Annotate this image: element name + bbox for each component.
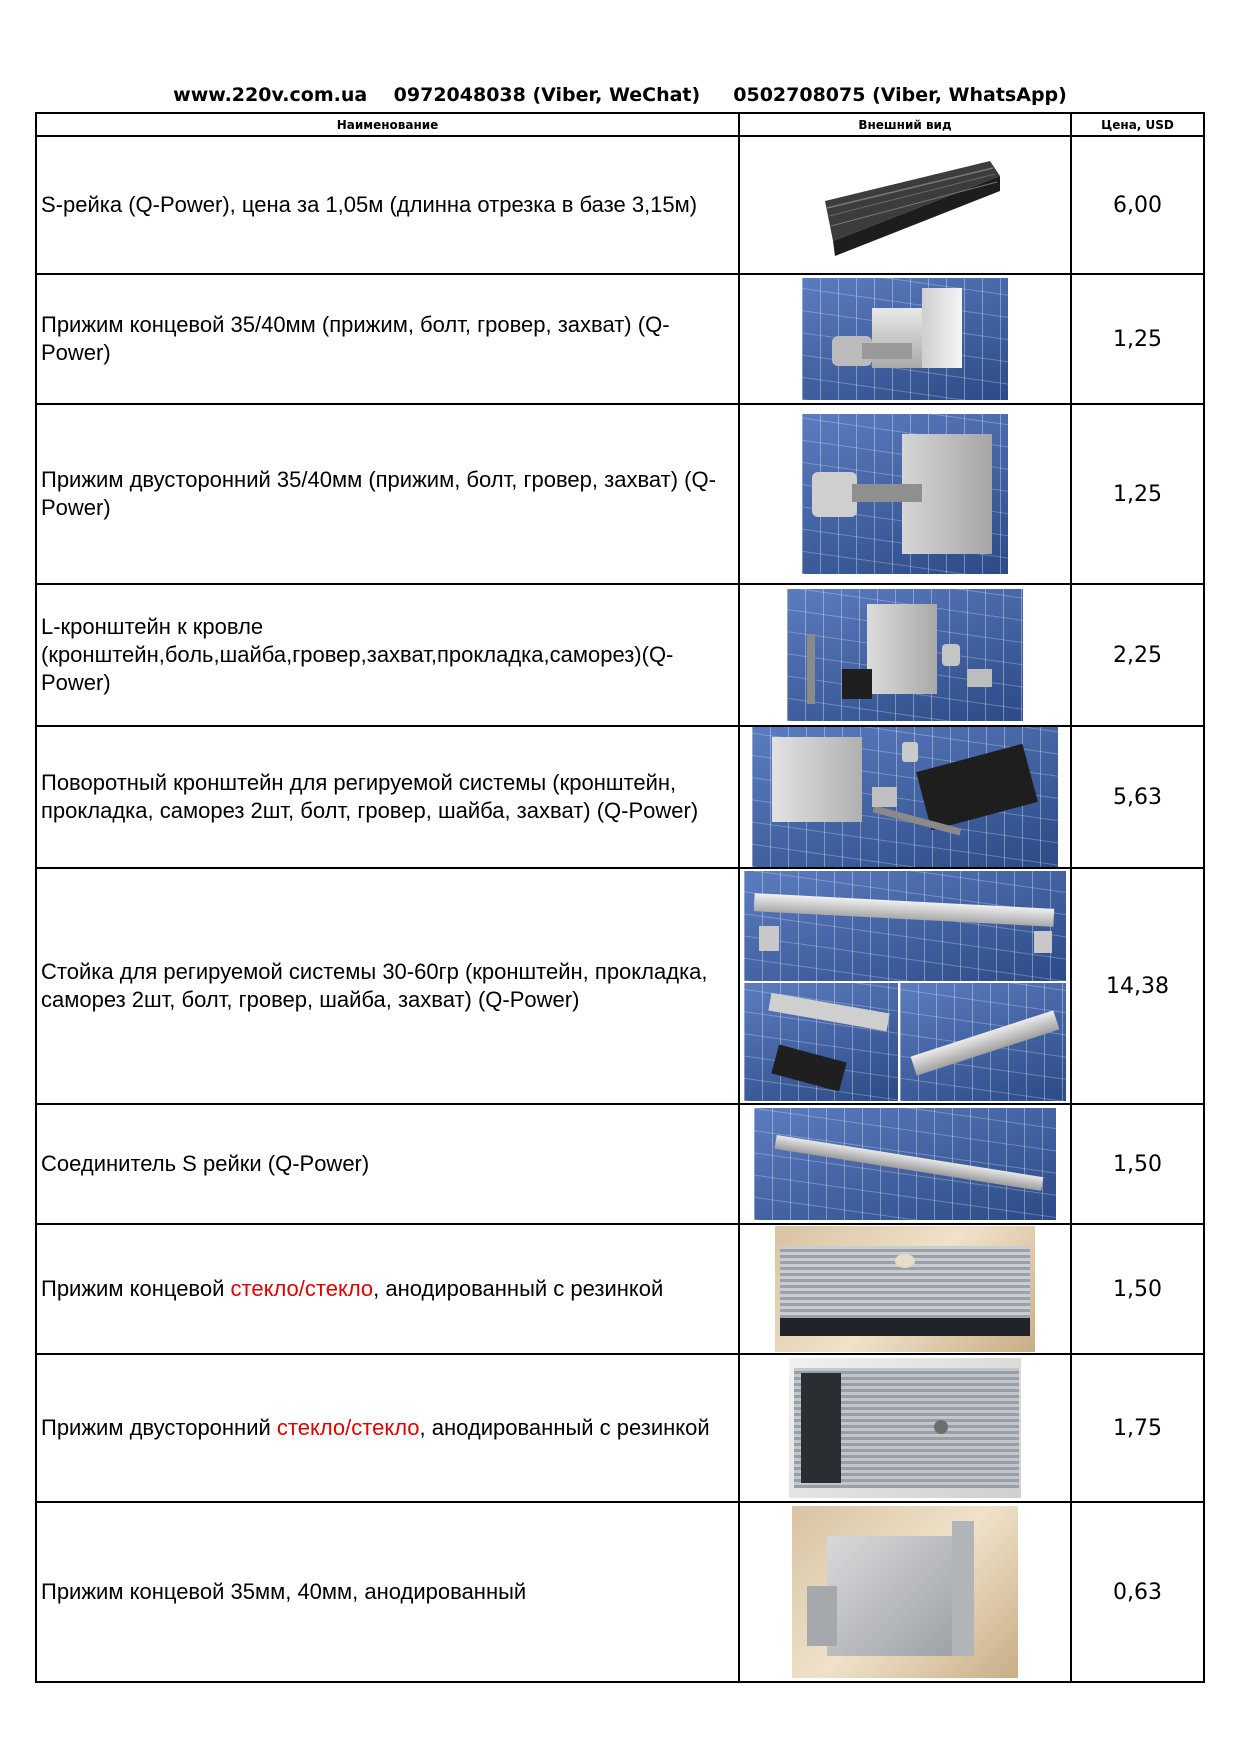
product-price: 1,25 — [1071, 274, 1204, 404]
mid-clamp-photo — [802, 414, 1008, 574]
table-row — [36, 584, 1204, 726]
product-name: Поворотный кронштейн для регируемой системы (кронштейн, прокладка, саморез 2шт, болт, гровер, шайба, захват) (Q-Power) — [36, 726, 739, 868]
product-name: Прижим двусторонний стекло/стекло, анодированный с резинкой — [36, 1354, 739, 1502]
table-row — [36, 404, 1204, 584]
price-table — [35, 112, 1205, 1683]
product-name: Прижим концевой 35мм, 40мм, анодированный — [36, 1502, 739, 1682]
product-name: L-кронштейн к кровле (кронштейн,боль,шайба,гровер,захват,прокладка,саморез)(Q-Power) — [36, 584, 739, 726]
glass-mid-clamp-photo — [789, 1358, 1021, 1498]
product-name: Прижим двусторонний 35/40мм (прижим, болт, гровер, захват) (Q-Power) — [36, 404, 739, 584]
product-price: 1,50 — [1071, 1224, 1204, 1354]
end-clamp-photo — [802, 278, 1008, 400]
product-price: 0,63 — [1071, 1502, 1204, 1682]
adjustable-leg-photo — [744, 871, 1066, 1101]
product-name: Соединитель S рейки (Q-Power) — [36, 1104, 739, 1224]
swivel-bracket-photo — [752, 727, 1058, 867]
product-price: 6,00 — [1071, 136, 1204, 274]
column-header-price: Цена, USD — [1071, 113, 1204, 136]
table-row — [36, 1354, 1204, 1502]
table-row — [36, 274, 1204, 404]
table-row — [36, 726, 1204, 868]
phone-2: 0502708075 (Viber, WhatsApp) — [733, 84, 1067, 106]
table-row — [36, 868, 1204, 1104]
product-name: Прижим концевой стекло/стекло, анодированный с резинкой — [36, 1224, 739, 1354]
product-price: 2,25 — [1071, 584, 1204, 726]
product-name: Прижим концевой 35/40мм (прижим, болт, гровер, захват) (Q-Power) — [36, 274, 739, 404]
product-price: 1,50 — [1071, 1104, 1204, 1224]
site-link[interactable]: www.220v.com.ua — [173, 84, 368, 106]
phone-1: 0972048038 (Viber, WeChat) — [393, 84, 701, 106]
highlight-text: стекло/стекло — [230, 1276, 374, 1301]
table-row — [36, 1224, 1204, 1354]
product-name: S-рейка (Q-Power), цена за 1,05м (длинна отрезка в базе 3,15м) — [36, 136, 739, 274]
product-price: 14,38 — [1071, 868, 1204, 1104]
contact-header — [0, 84, 1240, 106]
table-row — [36, 136, 1204, 274]
table-row — [36, 1502, 1204, 1682]
s-rail-photo — [805, 146, 1005, 264]
rail-connector-photo — [754, 1108, 1056, 1220]
anodized-end-clamp-photo — [792, 1506, 1018, 1678]
l-bracket-photo — [787, 589, 1023, 721]
table-header-row — [36, 113, 1204, 136]
product-price: 1,25 — [1071, 404, 1204, 584]
table-row — [36, 1104, 1204, 1224]
product-name: Стойка для регируемой системы 30-60гр (кронштейн, прокладка, саморез 2шт, болт, гровер, шайба, захват) (Q-Power) — [36, 868, 739, 1104]
product-price: 5,63 — [1071, 726, 1204, 868]
product-price: 1,75 — [1071, 1354, 1204, 1502]
column-header-image: Внешний вид — [739, 113, 1071, 136]
glass-end-clamp-photo — [775, 1226, 1035, 1352]
column-header-name: Наименование — [36, 113, 739, 136]
highlight-text: стекло/стекло — [276, 1415, 420, 1440]
